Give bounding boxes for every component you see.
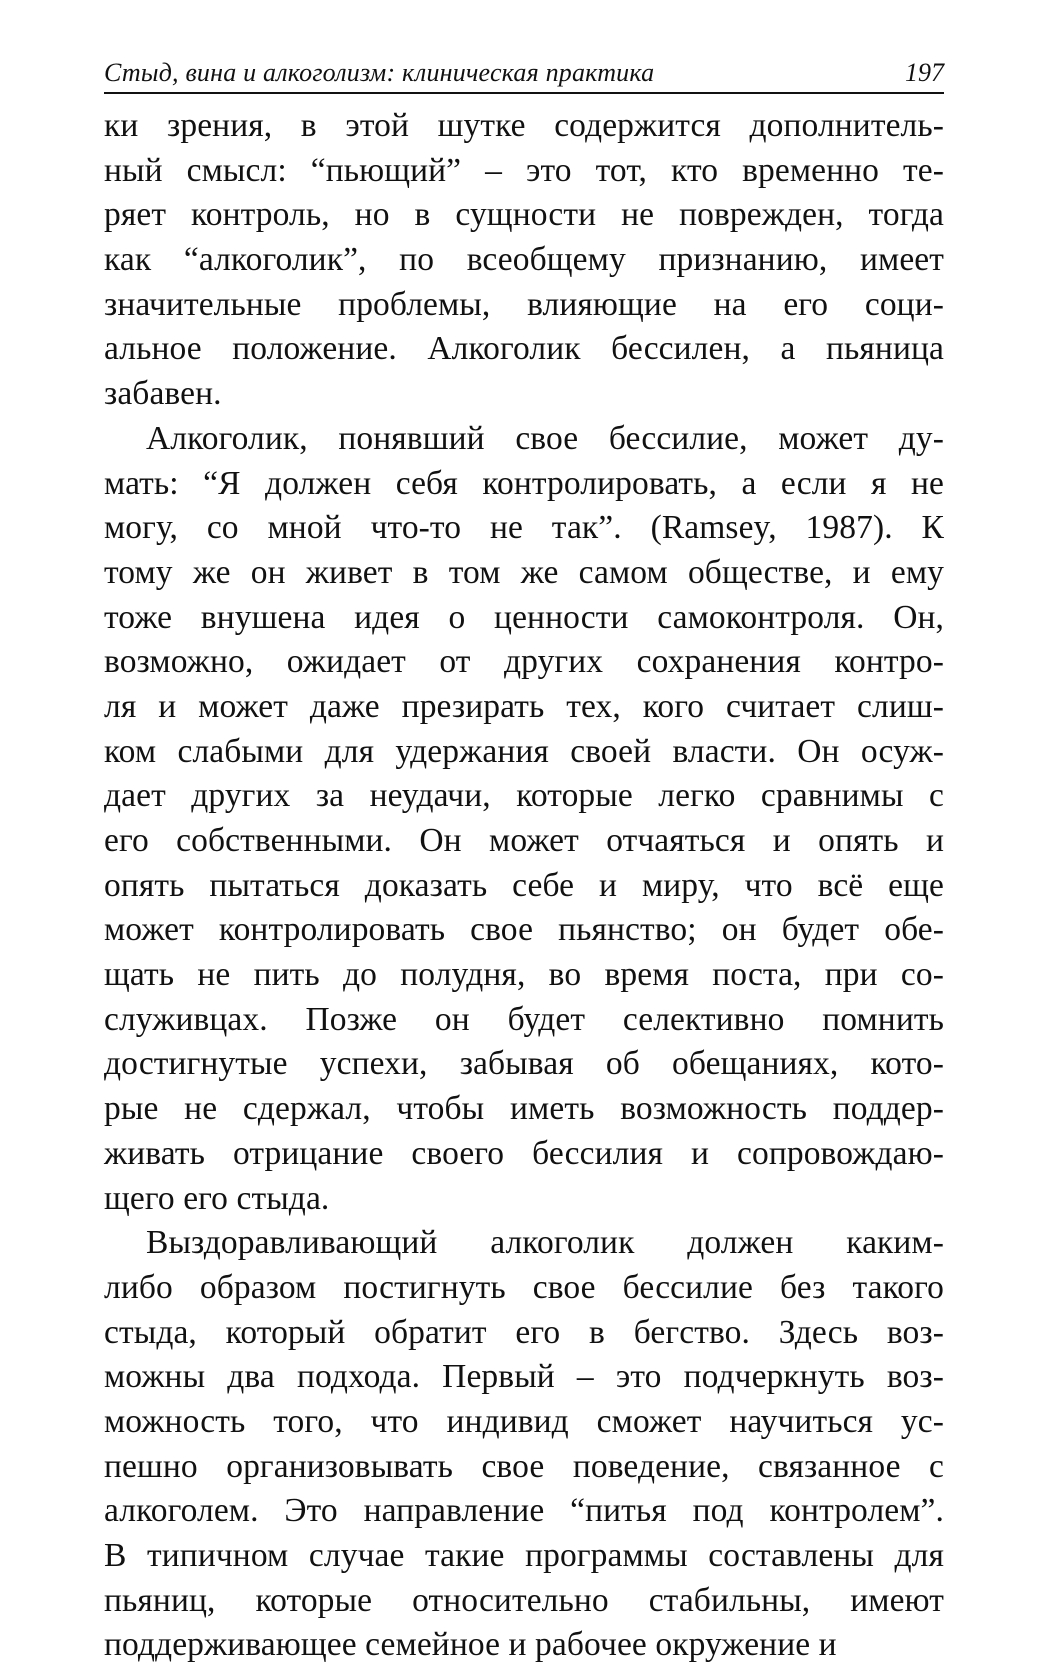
paragraph: [104, 1221, 944, 1668]
text-line: поддерживающее семейное и рабочее окружение и: [104, 1626, 837, 1664]
text-line: либо образом постигнуть свое бессилие без такого: [104, 1268, 944, 1306]
text-line: рые не сдержал, чтобы иметь возможность поддер-: [104, 1090, 944, 1128]
text-line: стыда, который обратит его в бегство. Здесь воз-: [104, 1313, 944, 1351]
text-line: могу, со мной что-то не так”. (Ramsey, 1987). К: [104, 509, 944, 547]
text-line: алкоголем. Это направление “питья под контролем”.: [104, 1492, 944, 1530]
page-number: 197: [905, 58, 944, 87]
text-line: можны два подхода. Первый – это подчеркнуть воз-: [104, 1358, 944, 1396]
text-line: возможно, ожидает от других сохранения контро-: [104, 643, 944, 681]
text-line: Выздоравливающий алкоголик должен каким-: [146, 1224, 944, 1262]
text-line: можность того, что индивид сможет научиться ус-: [104, 1402, 944, 1440]
text-line: дает других за неудачи, которые легко сравнимы с: [104, 777, 944, 815]
text-line: опять пытаться доказать себе и миру, что всё еще: [104, 866, 944, 904]
text-line: пьяниц, которые относительно стабильны, имеют: [104, 1581, 944, 1619]
text-line: ки зрения, в этой шутке содержится дополнитель-: [104, 107, 944, 144]
text-line: В типичном случае такие программы составлены для: [104, 1537, 944, 1574]
text-line: пешно организовывать свое поведение, связанное с: [104, 1447, 944, 1485]
text-line: ля и может даже презирать тех, кого считает слиш-: [104, 687, 944, 725]
text-line: достигнутые успехи, забывая об обещаниях, кото-: [104, 1045, 944, 1083]
text-line: ный смысл: “пьющий” – это тот, кто временно те-: [104, 151, 944, 189]
text-line: забавен.: [104, 375, 222, 413]
paragraph: [104, 417, 944, 1221]
text-line: его собственными. Он может отчаяться и опять и: [104, 822, 944, 859]
text-line: альное положение. Алкоголик бессилен, а пьяница: [104, 330, 944, 368]
text-line: мать: “Я должен себя контролировать, а если я не: [104, 464, 944, 502]
text-line: служивцах. Позже он будет селективно помнить: [104, 1000, 944, 1038]
text-line: значительные проблемы, влияющие на его соци-: [104, 285, 944, 323]
text-line: ряет контроль, но в сущности не поврежден, тогда: [104, 196, 944, 234]
text-line: ком слабыми для удержания своей власти. Он осуж-: [104, 732, 944, 770]
running-head: [104, 52, 944, 94]
text-line: может контролировать свое пьянство; он будет обе-: [104, 911, 944, 949]
text-line: Алкоголик, понявший свое бессилие, может ду-: [146, 419, 944, 457]
body-text: [104, 104, 944, 1668]
book-page: [104, 52, 944, 1668]
text-line: щего его стыда.: [104, 1179, 330, 1217]
text-line: живать отрицание своего бессилия и сопровождаю-: [104, 1134, 944, 1172]
text-line: тоже внушена идея о ценности самоконтроля. Он,: [104, 598, 944, 636]
running-title: Стыд, вина и алкоголизм: клиническая практика: [104, 58, 655, 87]
text-line: тому же он живет в том же самом обществе, и ему: [104, 553, 944, 591]
text-line: щать не пить до полудня, во время поста, при со-: [104, 956, 944, 994]
text-line: как “алкоголик”, по всеобщему признанию, имеет: [104, 241, 944, 279]
paragraph: [104, 104, 944, 417]
